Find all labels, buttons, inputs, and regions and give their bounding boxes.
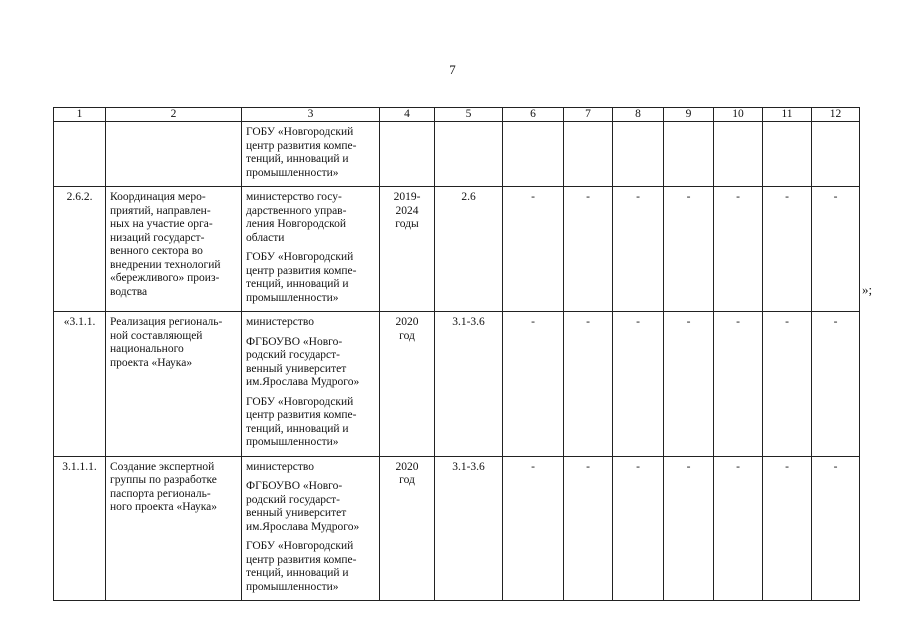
executors-cell <box>242 312 380 457</box>
value-cell: - <box>812 456 860 601</box>
value-cell: - <box>664 187 714 312</box>
value-cell <box>503 122 564 187</box>
value-cell: - <box>714 456 763 601</box>
value-cell: - <box>812 312 860 457</box>
term-cell: 2020 год <box>380 456 435 601</box>
executors-cell <box>242 122 380 187</box>
value-cell: - <box>613 312 664 457</box>
value-cell: - <box>613 456 664 601</box>
indicator-cell: 3.1-3.6 <box>435 456 503 601</box>
value-cell: - <box>564 456 613 601</box>
value-cell: - <box>503 187 564 312</box>
value-cell: - <box>503 456 564 601</box>
value-cell <box>613 122 664 187</box>
value-cell: - <box>564 187 613 312</box>
executors-cell <box>242 456 380 601</box>
table-row <box>54 122 860 187</box>
value-cell <box>812 122 860 187</box>
table-header-row <box>54 108 860 122</box>
executor-entry: министерство <box>246 460 314 473</box>
value-cell: - <box>503 312 564 457</box>
item-number-cell: 3.1.1.1. <box>54 456 106 601</box>
measure-name-cell: Реализация региональ- ной составляющей национального проекта «Наука» <box>106 312 242 457</box>
column-number-header: 7 <box>564 108 613 122</box>
value-cell: - <box>714 187 763 312</box>
measure-name-cell: Создание экспертной группы по разработке паспорта региональ- ного проекта «Наука» <box>106 456 242 601</box>
term-cell <box>380 122 435 187</box>
item-number-cell: 2.6.2. <box>54 187 106 312</box>
table-row <box>54 456 860 601</box>
item-number-cell <box>54 122 106 187</box>
value-cell: - <box>763 312 812 457</box>
executors-cell <box>242 187 380 312</box>
column-number-header: 8 <box>613 108 664 122</box>
value-cell <box>763 122 812 187</box>
executor-entry: ФГБОУВО «Новго- родский государст- венный университет им.Ярослава Мудрого» <box>246 480 360 533</box>
value-cell: - <box>613 187 664 312</box>
page-number: 7 <box>449 62 456 77</box>
column-number-header: 12 <box>812 108 860 122</box>
executor-entry: ГОБУ «Новгородский центр развития компе- тенций, инноваций и промышленности» <box>246 395 357 448</box>
term-cell: 2019- 2024 годы <box>380 187 435 312</box>
executor-entry: ГОБУ «Новгородский центр развития компе- тенций, инноваций и промышленности» <box>246 540 357 593</box>
indicator-cell: 3.1-3.6 <box>435 312 503 457</box>
measure-name-cell <box>106 122 242 187</box>
value-cell: - <box>564 312 613 457</box>
measures-table <box>53 107 860 601</box>
indicator-cell: 2.6 <box>435 187 503 312</box>
executor-entry: министерство <box>246 316 314 328</box>
column-number-header: 6 <box>503 108 564 122</box>
value-cell: - <box>763 456 812 601</box>
measure-name-cell: Координация меро- приятий, направлен- ных на участие орга- низаций государст- венного сектора во внедрении технологий «бережливого» произ- водства <box>106 187 242 312</box>
closing-quote-mark: »; <box>862 282 873 297</box>
column-number-header: 4 <box>380 108 435 122</box>
value-cell: - <box>664 312 714 457</box>
column-number-header: 2 <box>106 108 242 122</box>
executor-entry: министерство госу- дарственного управ- ления Новгородской области <box>246 191 347 244</box>
value-cell: - <box>812 187 860 312</box>
column-number-header: 5 <box>435 108 503 122</box>
value-cell: - <box>664 456 714 601</box>
value-cell <box>714 122 763 187</box>
value-cell: - <box>714 312 763 457</box>
column-number-header: 9 <box>664 108 714 122</box>
indicator-cell <box>435 122 503 187</box>
value-cell <box>564 122 613 187</box>
executor-entry: ГОБУ «Новгородский центр развития компе- тенций, инноваций и промышленности» <box>246 126 357 179</box>
executor-entry: ГОБУ «Новгородский центр развития компе- тенций, инноваций и промышленности» <box>246 251 357 304</box>
column-number-header: 1 <box>54 108 106 122</box>
value-cell: - <box>763 187 812 312</box>
table-row <box>54 312 860 457</box>
column-number-header: 10 <box>714 108 763 122</box>
value-cell <box>664 122 714 187</box>
executor-entry: ФГБОУВО «Новго- родский государст- венный университет им.Ярослава Мудрого» <box>246 335 360 388</box>
column-number-header: 3 <box>242 108 380 122</box>
table-row <box>54 187 860 312</box>
term-cell: 2020 год <box>380 312 435 457</box>
item-number-cell: «3.1.1. <box>54 312 106 457</box>
column-number-header: 11 <box>763 108 812 122</box>
